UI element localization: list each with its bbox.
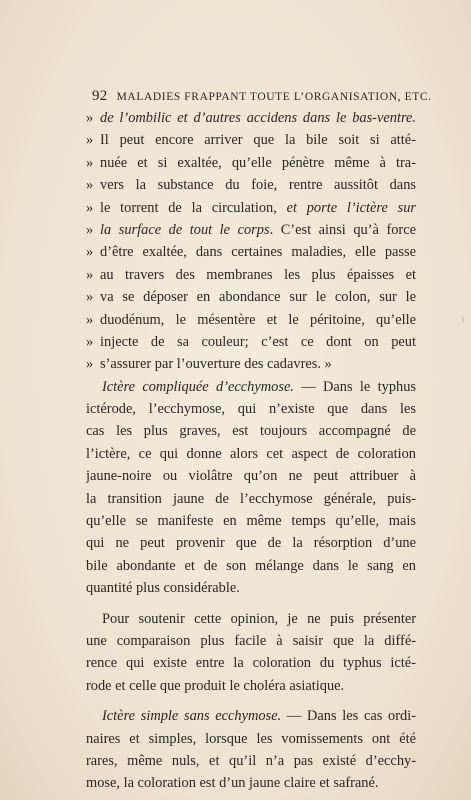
paragraphs bbox=[86, 376, 416, 795]
text-run: une comparaison plus facile à saisir que la diffé- bbox=[86, 632, 416, 649]
text-line bbox=[86, 555, 416, 577]
text-line bbox=[86, 107, 416, 129]
text-line bbox=[86, 465, 416, 487]
text-run: cas les plus graves, est toujours accompagné de bbox=[86, 423, 416, 440]
text-line bbox=[86, 532, 416, 554]
text-line bbox=[86, 286, 416, 308]
text-run: rode et celle que produit le choléra asiatique. bbox=[86, 677, 345, 694]
text-line bbox=[86, 577, 416, 599]
text-run: . C’est ainsi qu’à force bbox=[269, 221, 416, 238]
text-line bbox=[86, 376, 416, 398]
text-run: mose, la coloration est d’un jaune claire et safrané. bbox=[86, 775, 379, 792]
text-line bbox=[86, 728, 416, 750]
italic-text: et porte l’ictère sur bbox=[286, 199, 416, 216]
paragraph bbox=[86, 376, 416, 600]
text-line bbox=[86, 443, 416, 465]
text-line bbox=[86, 675, 416, 697]
text-line bbox=[86, 331, 416, 353]
text-run: — Dans le typhus bbox=[293, 378, 416, 395]
text-run: qui ne peut provenir que de la résorption d’une bbox=[86, 535, 416, 552]
italic-text: Ictère simple sans ecchymose. bbox=[102, 708, 282, 725]
text-line bbox=[86, 652, 416, 674]
text-line bbox=[86, 750, 416, 772]
text-run: rence qui existe entre la coloration du typhus icté- bbox=[86, 655, 416, 672]
text-run: vers la substance du foie, rentre aussitôt dans bbox=[100, 177, 416, 194]
text-run: va se déposer en abondance sur le colon, sur le bbox=[100, 289, 416, 306]
text-line bbox=[86, 608, 416, 630]
text-line bbox=[86, 309, 416, 331]
text-line bbox=[86, 488, 416, 510]
text-run: l’ictère, ce qui donne alors cet aspect de coloration bbox=[86, 445, 416, 462]
text-line bbox=[86, 264, 416, 286]
text-run: le torrent de la circulation, bbox=[100, 199, 287, 216]
paragraph bbox=[86, 705, 416, 795]
text-run: s’assurer par l’ouverture des cadavres. » bbox=[100, 356, 332, 373]
text-line bbox=[86, 510, 416, 532]
text-line bbox=[86, 772, 416, 794]
text-run: nuée et si exaltée, qu’elle pénètre même à tra- bbox=[100, 154, 416, 171]
text-run: ictérode, l’ecchymose, qui n’existe que dans les bbox=[86, 401, 416, 418]
text-run: la transition jaune de l’ecchymose générale, puis- bbox=[86, 490, 416, 507]
paragraph-gap bbox=[86, 600, 416, 608]
page-body bbox=[86, 107, 416, 795]
text-run: Pour soutenir cette opinion, je ne puis présenter bbox=[102, 610, 416, 627]
text-line bbox=[86, 152, 416, 174]
text-line bbox=[86, 630, 416, 652]
text-run: naires et simples, lorsque les vomissements ont été bbox=[86, 730, 416, 747]
quoted-passage bbox=[86, 107, 416, 376]
text-run: au travers des membranes les plus épaisses et bbox=[100, 266, 416, 283]
text-run: — Dans les cas ordi- bbox=[281, 708, 416, 725]
text-run: injecte de sa couleur; c’est ce dont on peut bbox=[100, 333, 416, 350]
text-line bbox=[86, 197, 416, 219]
text-line bbox=[86, 219, 416, 241]
text-run: duodénum, le mésentère et le péritoine, qu’elle bbox=[100, 311, 416, 328]
text-line bbox=[86, 398, 416, 420]
page-number: 92 bbox=[92, 88, 108, 104]
text-line bbox=[86, 420, 416, 442]
text-run: jaune-noire ou violâtre qu’on ne peut attribuer à bbox=[86, 468, 416, 485]
italic-text: de l’ombilic et d’autres accidens dans le bas-ventre. bbox=[100, 110, 416, 126]
paragraph bbox=[86, 608, 416, 698]
text-run: rares, même nuls, et qu’il n’a pas existé d’ecchy- bbox=[86, 752, 416, 769]
text-line bbox=[86, 174, 416, 196]
page-header bbox=[92, 88, 432, 105]
text-line bbox=[86, 353, 416, 375]
paragraph-gap bbox=[86, 697, 416, 705]
text-run: d’être exaltée, dans certaines maladies, elle passe bbox=[100, 244, 416, 261]
text-run: Il peut encore arriver que la bile soit si atté- bbox=[100, 132, 416, 149]
text-run: bile abondante et de son mélange dans le sang en bbox=[86, 557, 416, 574]
italic-text: Ictère compliquée d’ecchymose. bbox=[102, 378, 294, 395]
text-run: qu’elle se manifeste en même temps qu’elle, mais bbox=[86, 513, 416, 530]
running-title: MALADIES FRAPPANT TOUTE L’ORGANISATION, ETC. bbox=[116, 91, 432, 103]
text-line bbox=[86, 705, 416, 727]
italic-text: la surface de tout le corps bbox=[100, 221, 270, 238]
text-run: quantité plus considérable. bbox=[86, 580, 240, 597]
text-line bbox=[86, 241, 416, 263]
text-line bbox=[86, 129, 416, 151]
margin-mark: ╷ bbox=[460, 312, 467, 323]
